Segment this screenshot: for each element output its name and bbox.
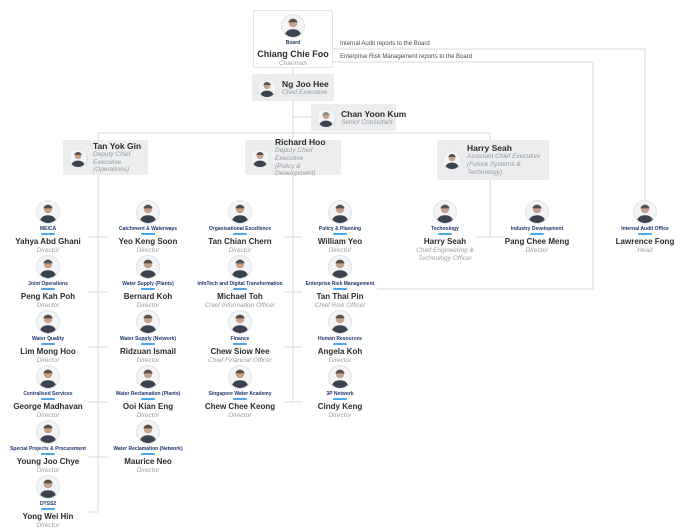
person-avatar xyxy=(328,310,352,334)
person-avatar xyxy=(136,200,160,224)
person-name: George Madhavan xyxy=(13,402,83,411)
person-avatar xyxy=(36,420,60,444)
org-node-yeo-keng-soon[interactable] xyxy=(98,200,198,255)
person-title: Chairman xyxy=(278,60,308,67)
department-underline xyxy=(41,398,55,400)
person-title: Director xyxy=(36,522,60,528)
person-avatar-icon xyxy=(137,201,159,223)
org-node-harry-seah[interactable] xyxy=(395,200,495,263)
person-name: Harry Seah xyxy=(467,143,512,154)
person-title: Senior Consultant xyxy=(341,118,393,126)
person-avatar-icon xyxy=(137,421,159,443)
department-underline xyxy=(233,343,247,345)
org-node-yahya-abd-ghani[interactable] xyxy=(0,200,98,255)
department-label: Joint Operations xyxy=(28,281,68,287)
person-title: Director xyxy=(36,467,60,474)
person-name: Tan Thai Pin xyxy=(316,292,364,301)
person-avatar-icon xyxy=(634,201,656,223)
person-name: William Yeo xyxy=(317,237,363,246)
person-title: Director xyxy=(36,412,60,419)
org-node-michael-toh[interactable] xyxy=(190,255,290,310)
person-subtitle: (Operations) xyxy=(93,166,130,174)
person-title: Chief Executive xyxy=(282,88,328,96)
person-avatar xyxy=(136,365,160,389)
org-node-tan-chian-chern[interactable] xyxy=(190,200,290,255)
person-avatar xyxy=(257,78,277,98)
department-underline xyxy=(41,233,55,235)
person-avatar-icon xyxy=(37,311,59,333)
person-name: Angela Koh xyxy=(317,347,363,356)
person-title: Director xyxy=(136,467,160,474)
org-node-cindy-keng[interactable] xyxy=(290,365,390,420)
person-avatar xyxy=(281,14,305,38)
department-label: Finance xyxy=(230,336,250,342)
person-title: Director xyxy=(525,247,549,254)
person-avatar-icon xyxy=(317,109,335,127)
org-node-harry-seah-ace[interactable] xyxy=(437,140,549,180)
person-title: Director xyxy=(136,357,160,364)
person-avatar xyxy=(36,475,60,499)
person-name: Ooi Kian Eng xyxy=(122,402,174,411)
org-node-william-yeo[interactable] xyxy=(290,200,390,255)
org-node-maurice-neo[interactable] xyxy=(98,420,198,475)
person-avatar-icon xyxy=(37,366,59,388)
person-avatar-icon xyxy=(229,256,251,278)
person-avatar xyxy=(136,420,160,444)
person-subtitle: (Policy & Development) xyxy=(275,162,316,178)
person-name: Harry Seah xyxy=(423,237,467,246)
person-avatar-icon xyxy=(329,256,351,278)
person-avatar-icon xyxy=(37,476,59,498)
department-label: Water Supply (Plants) xyxy=(122,281,174,287)
person-avatar xyxy=(250,148,270,168)
enterprise-risk-note: Enterprise Risk Management reports to the Board xyxy=(340,54,473,60)
person-name: Michael Toh xyxy=(217,292,263,301)
department-underline xyxy=(233,233,247,235)
org-node-bernard-koh[interactable] xyxy=(98,255,198,310)
department-label: Water Quality xyxy=(31,336,65,342)
person-title: Director xyxy=(328,357,352,364)
person-avatar-icon xyxy=(229,201,251,223)
person-avatar-icon xyxy=(37,201,59,223)
org-node-ridzuan-ismail[interactable] xyxy=(98,310,198,365)
department-label: Enterprise Risk Management xyxy=(305,281,375,287)
person-avatar xyxy=(228,255,252,279)
person-avatar xyxy=(433,200,457,224)
person-name: Chew Chee Keong xyxy=(204,402,276,411)
person-title: Director xyxy=(136,247,160,254)
org-node-peng-kah-poh[interactable] xyxy=(0,255,98,310)
department-underline xyxy=(41,343,55,345)
person-title: Director xyxy=(328,412,352,419)
person-avatar-icon xyxy=(69,149,87,167)
department-label: Human Resources xyxy=(318,336,362,342)
person-avatar-icon xyxy=(329,201,351,223)
person-name: Chew Siow Nee xyxy=(210,347,270,356)
org-node-pang-chee-meng[interactable] xyxy=(487,200,587,255)
person-name: Peng Kah Poh xyxy=(20,292,76,301)
org-node-tan-thai-pin[interactable] xyxy=(290,255,390,310)
department-label: Organisational Excellence xyxy=(208,226,272,232)
department-underline xyxy=(41,288,55,290)
person-name: Tan Chian Chern xyxy=(208,237,272,246)
department-label: Catchment & Waterways xyxy=(118,226,178,232)
department-label: Centralised Services xyxy=(23,391,73,397)
org-node-chan-yoon-kum[interactable] xyxy=(311,104,407,131)
department-label: Special Projects & Procurement xyxy=(10,446,86,452)
person-avatar xyxy=(228,200,252,224)
org-node-richard-hoo[interactable] xyxy=(245,136,341,178)
org-node-george-madhavan[interactable] xyxy=(0,365,98,420)
department-label: MEICA xyxy=(39,226,57,232)
department-label: InfoTech and Digital Transformation xyxy=(197,281,283,287)
department-label: Water Reclamation (Plants) xyxy=(115,391,181,397)
person-avatar-icon xyxy=(137,311,159,333)
person-avatar-icon xyxy=(434,201,456,223)
person-avatar xyxy=(136,255,160,279)
person-avatar-icon xyxy=(137,256,159,278)
department-underline xyxy=(233,398,247,400)
internal-audit-note: Internal Audit reports to the Board xyxy=(340,41,430,47)
person-avatar xyxy=(136,310,160,334)
person-name: Tan Yok Gin xyxy=(93,140,142,151)
person-title: Assistant Chief Executive xyxy=(467,153,541,161)
department-underline xyxy=(333,343,347,345)
person-name: Lim Mong Hoo xyxy=(20,347,76,356)
person-name: Pang Chee Meng xyxy=(504,237,570,246)
person-title: Chief Engineering & Technology Officer xyxy=(416,247,474,262)
person-title: Director xyxy=(136,302,160,309)
department-underline xyxy=(333,233,347,235)
department-underline xyxy=(41,453,55,455)
department-underline xyxy=(233,288,247,290)
person-avatar xyxy=(36,255,60,279)
person-avatar-icon xyxy=(329,311,351,333)
department-underline xyxy=(438,233,452,235)
person-name: Chan Yoon Kum xyxy=(341,108,407,119)
department-label: DTSS2 xyxy=(39,501,57,507)
department-label: Internal Audit Office xyxy=(621,226,669,232)
org-node-lim-mong-hoo[interactable] xyxy=(0,310,98,365)
person-name: Ridzuan Ismail xyxy=(119,347,176,356)
person-title: Chief Information Officer xyxy=(204,302,276,309)
person-avatar-icon xyxy=(251,149,269,167)
person-avatar-icon xyxy=(37,256,59,278)
department-label: Board xyxy=(285,40,301,46)
person-title: Director xyxy=(136,412,160,419)
org-node-yong-wei-hin[interactable] xyxy=(0,475,98,528)
person-avatar-icon xyxy=(37,421,59,443)
person-avatar xyxy=(68,148,88,168)
department-underline xyxy=(638,233,652,235)
person-name: Ng Joo Hee xyxy=(282,78,329,89)
department-underline xyxy=(141,398,155,400)
department-underline xyxy=(530,233,544,235)
person-title: Director xyxy=(328,247,352,254)
person-avatar-icon xyxy=(526,201,548,223)
department-label: Policy & Planning xyxy=(318,226,362,232)
org-node-angela-koh[interactable] xyxy=(290,310,390,365)
department-label: 3P Network xyxy=(326,391,354,397)
org-node-chew-chee-keong[interactable] xyxy=(190,365,290,420)
person-subtitle: (Future Systems & Technology) xyxy=(467,161,521,176)
person-title: Director xyxy=(228,247,252,254)
department-underline xyxy=(141,288,155,290)
org-node-lawrence-fong[interactable] xyxy=(595,200,683,255)
person-name: Young Joo Chye xyxy=(16,457,80,466)
person-avatar xyxy=(328,255,352,279)
person-title: Deputy Chief Executive xyxy=(275,146,313,162)
department-underline xyxy=(141,233,155,235)
person-title: Director xyxy=(36,247,60,254)
person-avatar xyxy=(633,200,657,224)
person-avatar xyxy=(36,310,60,334)
person-avatar-icon xyxy=(229,311,251,333)
person-name: Yong Wei Hin xyxy=(22,512,74,521)
department-label: Water Reclamation (Network) xyxy=(113,446,183,452)
org-node-ooi-kian-eng[interactable] xyxy=(98,365,198,420)
person-avatar-icon xyxy=(137,366,159,388)
org-node-chew-siow-nee[interactable] xyxy=(190,310,290,365)
department-underline xyxy=(333,288,347,290)
person-avatar xyxy=(228,365,252,389)
person-name: Yeo Keng Soon xyxy=(118,237,178,246)
person-title: Deputy Chief Executive xyxy=(93,150,131,166)
person-avatar xyxy=(328,365,352,389)
person-title: Director xyxy=(36,357,60,364)
person-avatar-icon xyxy=(282,15,304,37)
person-name: Richard Hoo xyxy=(275,136,326,147)
department-underline xyxy=(41,508,55,510)
department-underline xyxy=(333,398,347,400)
org-node-young-joo-chye[interactable] xyxy=(0,420,98,475)
person-name: Lawrence Fong xyxy=(615,237,675,246)
department-label: Singapore Water Academy xyxy=(208,391,272,397)
person-title: Chief Financial Officer xyxy=(208,357,272,364)
person-avatar xyxy=(36,365,60,389)
person-avatar xyxy=(316,108,336,128)
person-title: Director xyxy=(228,412,252,419)
department-label: Water Supply (Network) xyxy=(119,336,177,342)
person-avatar-icon xyxy=(229,366,251,388)
person-avatar xyxy=(525,200,549,224)
person-avatar-icon xyxy=(329,366,351,388)
person-name: Cindy Keng xyxy=(317,402,363,411)
person-avatar-icon xyxy=(258,79,276,97)
person-avatar xyxy=(442,150,462,170)
department-label: Industry Development xyxy=(510,226,564,232)
person-title: Chief Risk Officer xyxy=(314,302,366,309)
person-name: Chiang Chie Foo xyxy=(257,49,329,59)
person-avatar xyxy=(328,200,352,224)
person-avatar xyxy=(36,200,60,224)
person-title: Head xyxy=(637,247,653,254)
person-name: Maurice Neo xyxy=(124,457,172,466)
person-avatar xyxy=(228,310,252,334)
person-avatar-icon xyxy=(443,151,461,169)
department-label: Technology xyxy=(431,226,459,232)
org-node-ng-joo-hee[interactable] xyxy=(252,74,334,101)
person-name: Bernard Koh xyxy=(123,292,173,301)
department-underline xyxy=(141,343,155,345)
person-name: Yahya Abd Ghani xyxy=(15,237,81,246)
person-title: Director xyxy=(36,302,60,309)
org-node-tan-yok-gin[interactable] xyxy=(63,140,148,175)
department-underline xyxy=(141,453,155,455)
org-node-chiang-chie-foo[interactable] xyxy=(253,10,333,68)
